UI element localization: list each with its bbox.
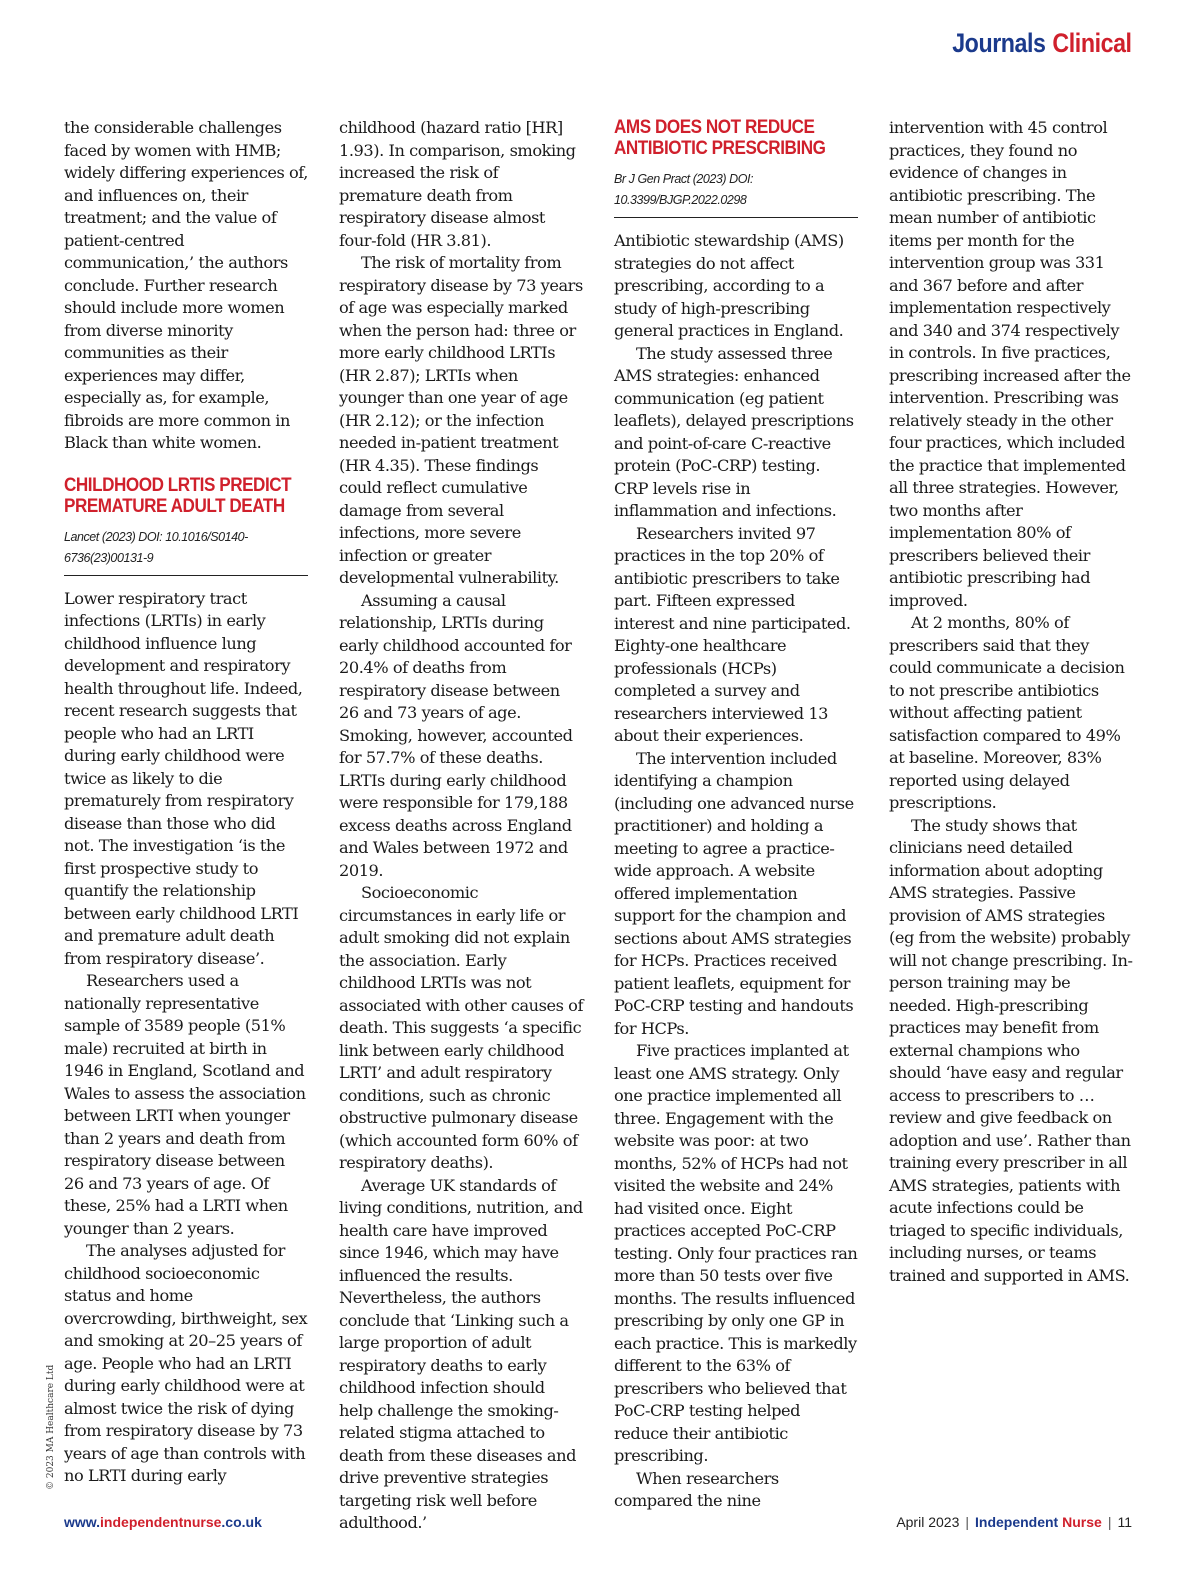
footer-issue-info: April 2023 | Independent Nurse | 11 [896,1514,1132,1530]
article-heading-ams: AMS DOES NOT REDUCE ANTIBIOTIC PRESCRIBING [614,117,826,159]
article-citation-lrti: Lancet (2023) DOI: 10.1016/S0140-6736(23)00131-9 [64,527,308,576]
paragraph: childhood (hazard ratio [HR] 1.93). In comparison, smoking increased the risk of premature death from respiratory disease almost four-fold (HR 3.81). [339,118,576,250]
paragraph: intervention with 45 control practices, they found no evidence of changes in antibiotic prescribing. The mean number of antibiotic items per month for the intervention group was 331 and 367 before and after implementation respectively and 340 and 374 respectively in controls. In five practices, prescribing increased after the intervention. Prescribing was relatively steady in the other four practices, which included the practice that implemented all three strategies. However, two months after implementation 80% of prescribers believed their antibiotic prescribing had improved. [889,118,1131,610]
column-1 [64,117,308,1488]
paragraph: Five practices implanted at least one AMS strategy. Only one practice implemented all three. Engagement with the website was poor: at two months, 52% of HCPs had not visited the website and 24% had visited once. Eight practices accepted PoC-CRP testing. Only four practices ran more than 50 tests over five months. The results influenced prescribing by only one GP in each practice. This is markedly different to the 63% of prescribers who believed that PoC-CRP testing helped reduce their antibiotic prescribing. [614,1041,858,1465]
paragraph: Researchers used a nationally representative sample of 3589 people (51% male) recruited at birth in 1946 in England, Scotland and Wales to assess the association between LRTI when younger than 2 years and death from respiratory disease between 26 and 73 years of age. Of these, 25% had a LRTI when younger than 2 years. [64,971,306,1238]
paragraph: When researchers compared the nine [614,1468,779,1510]
article-citation-ams: Br J Gen Pract (2023) DOI: 10.3399/BJGP.2022.0298 [614,169,858,218]
paragraph: Socioeconomic circumstances in early life or adult smoking did not explain the association. Early childhood LRTIs was not associated with other causes of death. This suggests ‘a specific link between early childhood LRTI’ and adult respiratory conditions, such as chronic obstructive pulmonary disease (which accounted form 60% of respiratory deaths). [339,883,584,1172]
paragraph: The study assessed three AMS strategies: enhanced communication (eg patient leaflets), delayed prescriptions and point-of-care C-reactive protein (PoC-CRP) testing. CRP levels rise in inflammation and infections. [614,343,854,520]
paragraph: Assuming a causal relationship, LRTIs during early childhood accounted for 20.4% of deaths from respiratory disease between 26 and 73 years of age. Smoking, however, accounted for 57.7% of these deaths. LRTIs during early childhood were responsible for 179,188 excess deaths across England and Wales between 1972 and 2019. [339,590,573,880]
column-4 [889,117,1133,1287]
publication-name: Independent Nurse [975,1514,1102,1530]
paragraph: Researchers invited 97 practices in the top 20% of antibiotic prescribers to take part. Fifteen expressed interest and nine participated. Eighty-one healthcare professionals (HCPs) completed a survey and researchers interviewed 13 about their experiences. [614,523,851,745]
website-link[interactable]: www.independentnurse.co.uk [64,1514,262,1530]
column-2 [339,117,583,1535]
issue-date: April 2023 [896,1514,960,1530]
masthead [953,28,1132,59]
article-heading-lrti: CHILDHOOD LRTIS PREDICT PREMATURE ADULT DEATH [64,474,292,517]
page-footer [64,1514,1132,1538]
paragraph: the considerable challenges faced by women with HMB; widely differing experiences of, and influences on, their treatment; and the value of patient-centred communication,’ the authors conclude. Further research should include more women from diverse minority communities as their experiences may differ, especially as, for example, fibroids are more common in Black than white women. [64,118,308,452]
paragraph: The intervention included identifying a champion (including one advanced nurse practitioner) and holding a meeting to agree a practice-wide approach. A website offered implementation support for the champion and sections about AMS strategies for HCPs. Practices received patient leaflets, equipment for PoC-CRP testing and handouts for HCPs. [614,748,854,1038]
column-3 [614,117,858,1513]
page-number: 11 [1117,1514,1132,1530]
paragraph: The analyses adjusted for childhood socioeconomic status and home overcrowding, birthweight, sex and smoking at 20–25 years of age. People who had an LRTI during early childhood were at almost twice the risk of dying from respiratory disease by 73 years of age than controls with no LRTI during early [64,1241,308,1485]
paragraph: At 2 months, 80% of prescribers said that they could communicate a decision to not prescribe antibiotics without affecting patient satisfaction compared to 49% at baseline. Moreover, 83% reported using delayed prescriptions. [889,613,1125,812]
paragraph: Lower respiratory tract infections (LRTIs) in early childhood influence lung development and respiratory health throughout life. Indeed, recent research suggests that people who had an LRTI during early childhood were twice as likely to die prematurely from respiratory disease than those who did not. The investigation ‘is the first prospective study to quantify the relationship between early childhood LRTI and premature adult death from respiratory disease’. [64,588,303,968]
masthead-journals: Journals [952,28,1046,58]
paragraph: Average UK standards of living conditions, nutrition, and health care have improved since 1946, which may have influenced the results. Nevertheless, the authors conclude that ‘Linking such a large proportion of adult respiratory deaths to early childhood infection should help challenge the smoking-related stigma attached to death from these diseases and drive preventive strategies targeting risk well before adulthood.’ [339,1175,583,1532]
paragraph: The risk of mortality from respiratory disease by 73 years of age was especially marked when the person had: three or more early childhood LRTIs (HR 2.87); LRTIs when younger than one year of age (HR 2.12); or the infection needed in-patient treatment (HR 4.35). These findings could reflect cumulative damage from several infections, more severe infection or greater developmental vulnerability. [339,253,583,587]
paragraph: Antibiotic stewardship (AMS) strategies do not affect prescribing, according to a study of high-prescribing general practices in England. [614,231,844,340]
masthead-section: Clinical [1052,28,1132,58]
paragraph: The study shows that clinicians need detailed information about adopting AMS strategies. Passive provision of AMS strategies (eg from the website) probably will not change prescribing. In-person training may be needed. High-prescribing practices may benefit from external champions who should ‘have easy and regular access to prescribers to … review and give feedback on adoption and use’. Rather than training every prescriber in all AMS strategies, patients with acute infections could be triaged to specific individuals, including nurses, or teams trained and supported in AMS. [889,815,1133,1285]
copyright-notice: © 2023 MA Healthcare Ltd [46,1364,56,1490]
